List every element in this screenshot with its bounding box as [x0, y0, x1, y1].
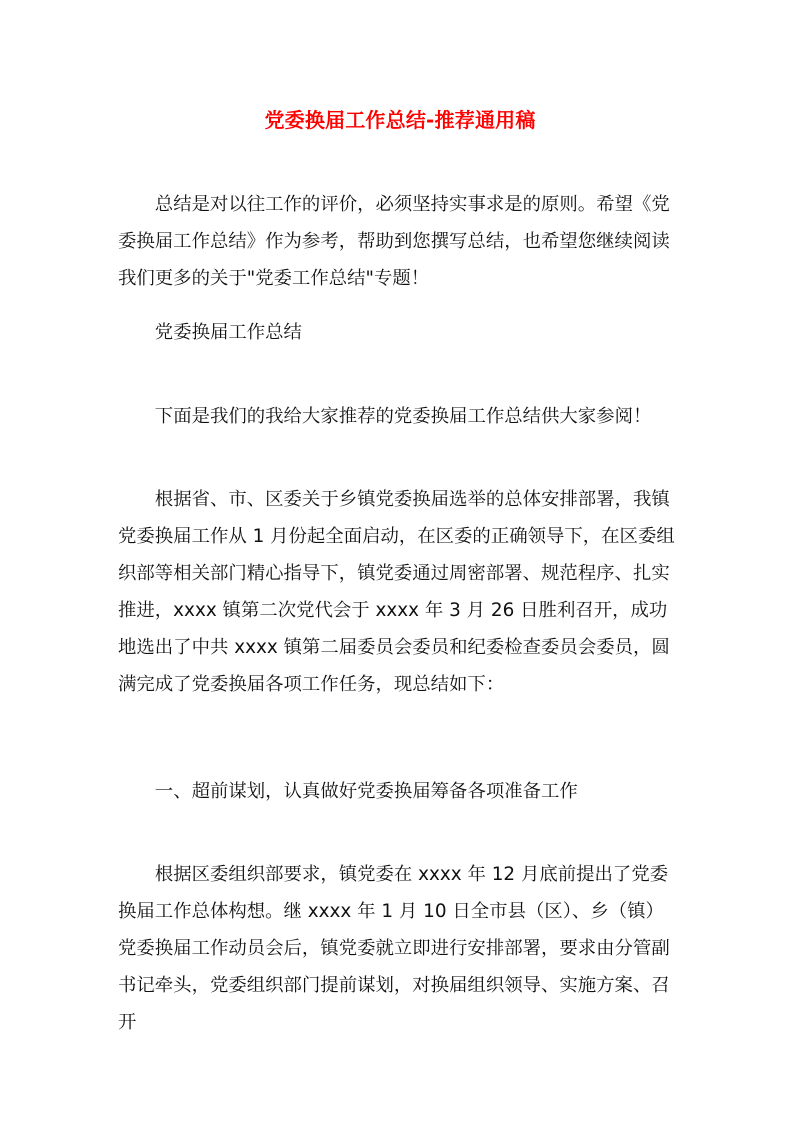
document-title: 党委换届工作总结-推荐通用稿 — [264, 108, 536, 132]
body-paragraph-continued: 根据区委组织部要求，镇党委在 xxxx 年 12 月底前提出了党委换届工作总体构想。继 xxxx 年 1 月 10 日全市县（区）、乡（镇）党委换届工作动员会后，镇党委就立即进行安排部署，要求由分管副书记牵头，党委组织部门提前谋划，对换届组织领导、实施方案、召开 — [118, 864, 670, 1033]
body-paragraph: 根据省、市、区委关于乡镇党委换届选举的总体安排部署，我镇党委换届工作从 1 月份起全面启动，在区委的正确领导下，在区委组织部等相关部门精心指导下，镇党委通过周密部署、规范程序、扎实推进，xxxx 镇第二次党代会于 xxxx 年 3 月 26 日胜利召开，成功地选出了中共 xxxx 镇第二届委员会委员和纪委检查委员会委员，圆满完成了党委换届各项工作任务，现总结如下： — [118, 489, 675, 695]
intro-paragraph: 总结是对以往工作的评价，必须坚持实事求是的原则。希望《党委换届工作总结》作为参考，帮助到您撰写总结，也希望您继续阅读我们更多的关于"党委工作总结"专题！ — [118, 194, 670, 289]
recommendation-paragraph: 下面是我们的我给大家推荐的党委换届工作总结供大家参阅！ — [154, 406, 652, 427]
subtitle-paragraph: 党委换届工作总结 — [154, 322, 302, 343]
section-heading: 一、超前谋划，认真做好党委换届筹备各项准备工作 — [154, 781, 578, 802]
